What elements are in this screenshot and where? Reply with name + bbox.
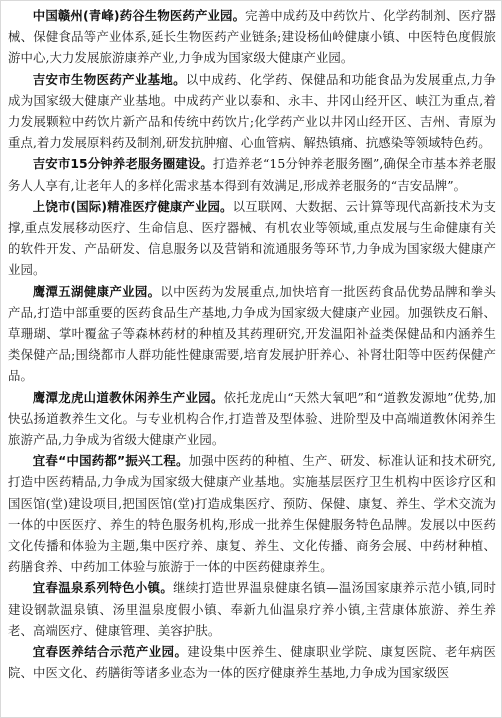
paragraph-body: 继续打造世界温泉健康名镇—温汤国家康养示范小镇,同时建设钢款温泉镇、汤里温泉度假小镇、奉新九仙温泉疗养小镇,主营康体旅游、养生养老、高端医疗、健康管理、美容护肤。 <box>8 580 496 638</box>
paragraph-lead: 中国赣州(青峰)药谷生物医药产业园。 <box>32 8 246 23</box>
paragraph-lead: 宜春医养结合示范产业园。 <box>32 644 188 660</box>
paragraph-lead: 宜春“中国药都”振兴工程。 <box>32 453 189 469</box>
paragraph-lead: 鹰潭五湖健康产业园。 <box>32 283 161 299</box>
paragraph-yingtan-wuhu <box>8 281 496 387</box>
paragraph-lead: 宜春温泉系列特色小镇。 <box>32 580 174 596</box>
paragraph-yichun-yaodu <box>8 450 496 577</box>
paragraph-jian-biopharma <box>8 69 496 154</box>
paragraph-yichun-hot-spring <box>8 577 496 641</box>
paragraph-lead: 鹰潭龙虎山道教休闲养生产业园。 <box>32 389 224 405</box>
paragraph-lead: 吉安市生物医药产业基地。 <box>32 71 186 87</box>
paragraph-body: 打造养老“15分钟养老服务圈”,确保全市基本养老服务人人享有,让老年人的多样化需求基本得到有效满足,形成养老服务的“吉安品牌”。 <box>8 156 497 193</box>
paragraph-yichun-medical-care <box>8 641 496 683</box>
paragraph-body: 以中医药为发展重点,加快培育一批医药食品优势品牌和拳头产品,打造中部重要的医药食品生产基地,力争成为国家级大健康产业园。加强铁皮石斛、草珊瑚、掌叶覆盆子等森林药材的种植及其药理研究,开发温阳补益类保健品和内涵养生类保健产品;围绕都市人群功能性健康需要,培育发展护肝养心、补肾壮阳等中医药保健产品。 <box>8 283 496 384</box>
paragraph-body: 以中成药、化学药、保健品和功能食品为发展重点,力争成为国家级大健康产业基地。中成药产业以泰和、永丰、井冈山经开区、峡江为重点,着力发展颗粒中药饮片新产品和传统中药饮片;化学药产业以井冈山经开区、吉州、青原为重点,着力发展原料药及制剂,研发抗肿瘤、心血管病、解热镇痛、抗感染等领域特色药。 <box>8 71 496 151</box>
paragraph-body: 以互联网、大数据、云计算等现代高新技术为支撑,重点发展移动医疗、生命信息、医疗器械、有机农业等领域,重点发展与生命健康有关的软件开发、产品研发、信息服务以及营销和流通服务等环节,力争成为国家级大健康产业园。 <box>8 198 496 278</box>
paragraph-lead: 上饶市(国际)精准医疗健康产业园。 <box>32 198 233 214</box>
paragraph-body: 完善中成药及中药饮片、化学药制剂、医疗器械、保健食品等产业体系,延长生物医药产业链条;建设杨仙岭健康小镇、中医特色度假旅游中心,大力发展旅游康养产业,力争成为国家级大健康产业园。 <box>8 8 496 66</box>
paragraph-qingfeng-yaogu <box>8 5 496 69</box>
paragraph-lead: 吉安市15分钟养老服务圈建设。 <box>32 156 213 172</box>
paragraph-body: 加强中医药的种植、生产、研发、标准认证和技术研究,打造中医药精品,力争成为国家级大健康产业基地。实施基层医疗卫生机构中医诊疗区和国医馆(堂)建设项目,把国医馆(堂)打造成集医疗、预防、保健、康复、养生、学术交流为一体的中医医疗、养生的特色服务机构,形成一批养生保健服务特色品牌。发展以中医药文化传播和体验为主题,集中医疗养、康复、养生、文化传播、商务会展、中药材种植、药膳食养、中药加工体验与旅游于一体的中医药健康养生。 <box>8 453 496 575</box>
paragraph-body: 依托龙虎山“天然大氧吧”和“道教发源地”优势,加快弘扬道教养生文化。与专业机构合作,打造普及型体验、进阶型及中高端道教休闲养生旅游产品,力争成为省级大健康产业园。 <box>8 389 496 448</box>
paragraph-body: 建设集中医养生、健康职业学院、康复医院、老年病医院、中医文化、药膳街等诸多业态为一体的医疗健康养生基地,力争成为国家级医 <box>8 644 496 681</box>
paragraph-shangrao-precision-medicine <box>8 196 496 281</box>
paragraph-yingtan-longhushan <box>8 387 496 451</box>
paragraph-jian-elderly-care <box>8 153 496 195</box>
document-body <box>8 5 496 684</box>
